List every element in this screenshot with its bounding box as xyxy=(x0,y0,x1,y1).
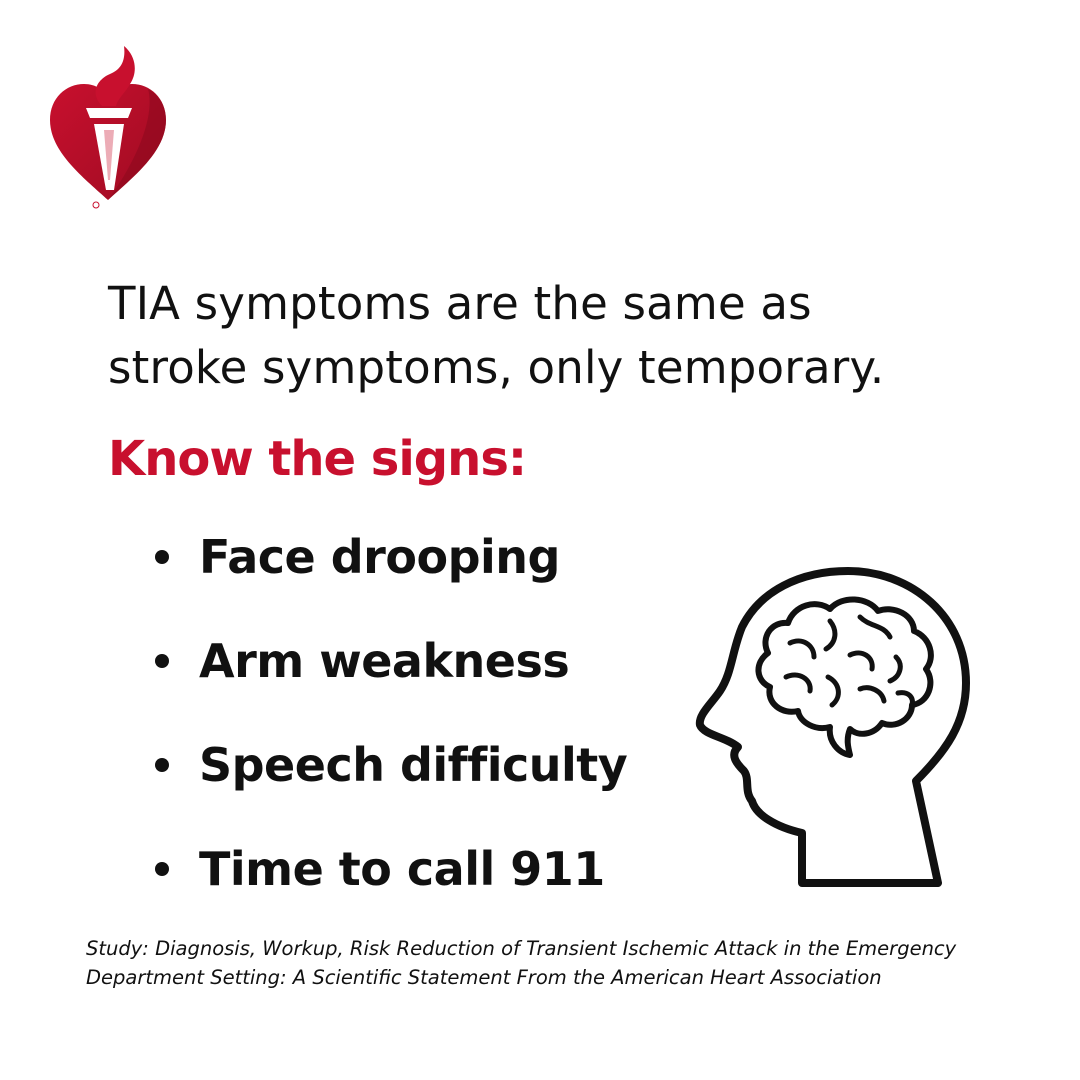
signs-list xyxy=(155,505,627,921)
citation-line-1: Study: Diagnosis, Workup, Risk Reduction of Transient Ischemic Attack in the Emergency xyxy=(86,937,957,960)
bullet-icon xyxy=(155,862,169,876)
sign-label: Arm weakness xyxy=(199,634,570,688)
sign-label: Face drooping xyxy=(199,530,560,584)
headline-line-1: TIA symptoms are the same as xyxy=(108,277,812,330)
list-item xyxy=(155,817,627,921)
citation xyxy=(86,934,1046,992)
know-the-signs-heading: Know the signs: xyxy=(108,431,527,487)
list-item xyxy=(155,609,627,713)
sign-label: Time to call 911 xyxy=(199,842,605,896)
bullet-icon xyxy=(155,758,169,772)
head-with-brain-icon xyxy=(690,565,980,895)
list-item xyxy=(155,713,627,817)
heart-torch-logo-icon xyxy=(44,40,172,210)
bullet-icon xyxy=(155,550,169,564)
headline xyxy=(108,272,1048,400)
sign-label: Speech difficulty xyxy=(199,738,628,792)
bullet-icon xyxy=(155,654,169,668)
list-item xyxy=(155,505,627,609)
headline-line-2: stroke symptoms, only temporary. xyxy=(108,341,885,394)
citation-line-2: Department Setting: A Scientific Statement From the American Heart Association xyxy=(86,966,882,989)
